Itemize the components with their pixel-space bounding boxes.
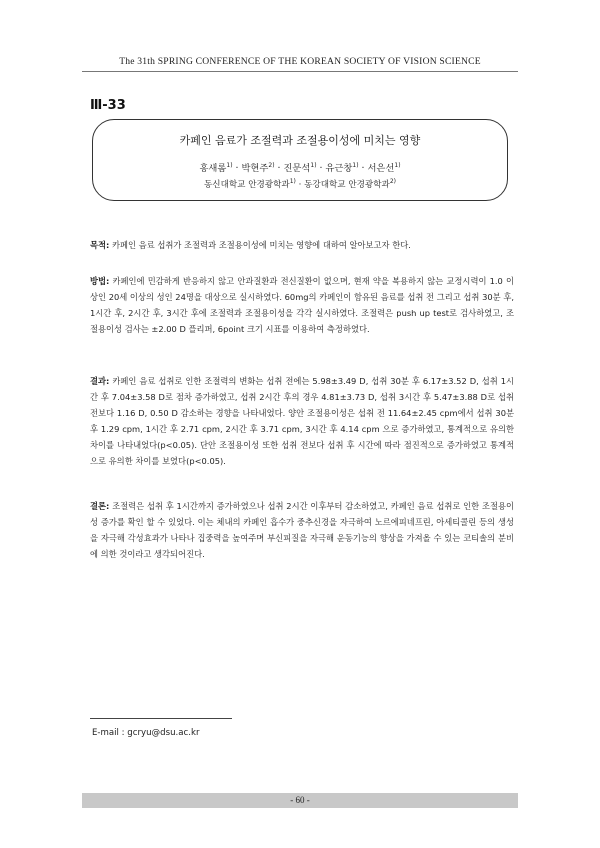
conference-header: The 31th SPRING CONFERENCE OF THE KOREAN SOCIETY OF VISION SCIENCE [119, 56, 481, 67]
section-text: 조절력은 섭취 후 1시간까지 증가하였으나 섭취 2시간 이후부터 감소하였고, 카페인 음료 섭취로 인한 조절용이성 증가를 확인 할 수 있었다. 이는 체내의 카페인 흡수가 중추신경을 자극하여 노르에피네프린, 아세티콜린 등의 생성을 자극해 각성효과가 나타나 집중력을 높여주며 부신피질을 자극해 운동기능의 향상을 가져올 수 있는 코티솔의 분비에 의한 것이라고 생각되어진다. [90, 501, 514, 559]
author-list [93, 160, 507, 174]
affiliation-mark: 1) [289, 178, 296, 185]
abstract-id: Ⅲ-33 [90, 98, 126, 113]
author-separator: · [232, 163, 242, 174]
paper-title: 카페인 음료가 조절력과 조절용이성에 미치는 영향 [179, 134, 421, 147]
author-name: 홍새롬 [199, 163, 227, 174]
affiliation: 동강대학교 안경광학과 [304, 180, 390, 190]
affiliation: 동신대학교 안경광학과 [203, 180, 290, 190]
section-methods [90, 273, 514, 337]
affiliation-list [93, 178, 507, 190]
section-purpose [90, 237, 514, 253]
section-conclusion [90, 498, 514, 562]
author-name: 유근창 [325, 163, 353, 174]
page-number-bar [82, 793, 518, 808]
header-rule [82, 71, 518, 72]
section-label: 결론: [90, 501, 110, 511]
author-affil-mark: 1) [394, 162, 401, 169]
section-text: 카페인 음료 섭취로 인한 조절력의 변화는 섭취 전에는 5.98±3.49 D, 섭취 30분 후 6.17±3.52 D, 섭취 1시간 후 7.04±3.58 D로 점차 증가하였고, 섭취 2시간 후의 경우 4.81±3.73 D, 섭취 3시간 후 5.47±3.88 D로 섭취 전보다 1.16 D, 0.50 D 감소하는 경향을 나타내었다. 양안 조절용이성은 섭취 전 11.64±2.45 cpm에서 섭취 30분 후 1.29 cpm, 1시간 후 2.71 cpm, 2시간 후 3.71 cpm, 3시간 후 4.14 cpm 으로 증가하였고, 통계적으로 유의한 차이를 나타내었다(p<0.05). 단안 조절용이성 또한 섭취 전보다 섭취 후 시간에 따라 점진적으로 증가하였고 통계적으로 유의한 차이를 보였다(p<0.05). [90, 376, 514, 466]
author-separator: · [316, 163, 326, 174]
section-results [90, 373, 514, 469]
section-text: 카페인 음료 섭취가 조절력과 조절용이성에 미치는 영향에 대하여 알아보고자 한다. [109, 240, 411, 250]
author-affil-mark: 2) [268, 162, 275, 169]
section-label: 방법: [90, 276, 110, 286]
affiliation-mark: 2) [389, 178, 397, 185]
contact-email: E-mail : gcryu@dsu.ac.kr [92, 728, 200, 738]
affiliation-separator: · [295, 180, 305, 190]
author-name: 서은선 [367, 163, 395, 174]
title-box [92, 119, 508, 201]
author-separator: · [358, 163, 368, 174]
page-number: - 60 - [290, 795, 310, 805]
section-label: 결과: [90, 376, 110, 386]
author-affil-mark: 1) [226, 162, 233, 169]
author-affil-mark: 1) [310, 162, 317, 169]
author-affil-mark: 1) [352, 162, 359, 169]
section-label: 목적: [90, 240, 110, 250]
section-text: 카페인에 민감하게 반응하지 않고 안과질환과 전신질환이 없으며, 현재 약을 복용하지 않는 교정시력이 1.0 이상인 20세 이상의 성인 24명을 대상으로 실시하였다. 60mg의 카페인이 함유된 음료를 섭취 전 그리고 섭취 30분 후, 1시간 후, 2시간 후, 3시간 후에 조절력과 조절용이성을 각각 실시하였다. 조절력은 push up test로 검사하였고, 조절용이성 검사는 ±2.00 D 플리퍼, 6point 크기 시표를 이용하여 측정하였다. [90, 276, 514, 334]
author-name: 진문석 [283, 163, 311, 174]
author-separator: · [274, 163, 284, 174]
author-name: 박현주 [241, 163, 269, 174]
footnote-rule [90, 718, 232, 719]
